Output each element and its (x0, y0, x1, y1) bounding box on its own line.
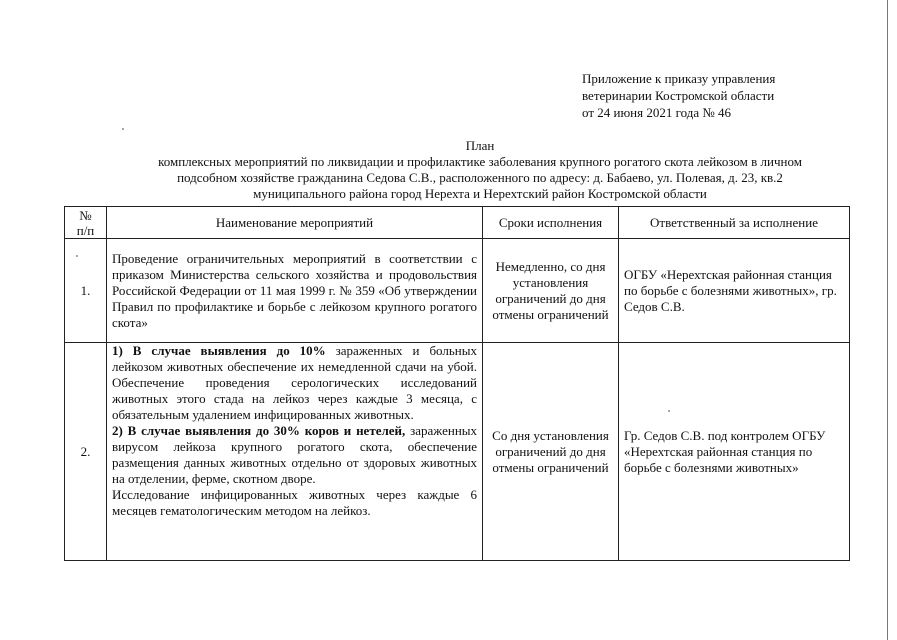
row-measure-text: Проведение ограничительных мероприятий в соответствии с приказом Министерства сельского хозяйства и продовольствия Российской Федерации от 11 мая 1999 г. № 359 «Об утверждении Правил по профилактике и борьбе с лейкозом крупного рогатого скота» (112, 250, 477, 330)
row-number: 2. (65, 343, 107, 561)
plan-title-line-1: комплексных мероприятий по ликвидации и профилактике заболевания крупного рогатого скота лейкозом в личном (158, 154, 802, 169)
scan-speck (122, 128, 124, 130)
scan-speck (668, 410, 670, 412)
header-number-pp: п/п (76, 222, 95, 238)
header-term: Сроки исполнения (483, 207, 619, 239)
appendix-line-3: от 24 июня 2021 года № 46 (582, 105, 732, 120)
row-term: Немедленно, со дня установления ограничений до дня отмены ограничений (483, 239, 619, 343)
scan-speck (76, 255, 78, 257)
row-responsible: ОГБУ «Нерехтская районная станция по борьбе с болезнями животных», гр. Седов С.В. (619, 239, 850, 343)
row-term: Со дня установления ограничений до дня отмены ограничений (483, 343, 619, 561)
measure-paragraph-3: Исследование инфицированных животных через каждые 6 месяцев гематологическим методом на лейкоз. (112, 487, 477, 518)
plan-table (64, 206, 850, 561)
appendix-line-2: ветеринарии Костромской области (582, 88, 775, 103)
row-measure (107, 343, 483, 561)
row-responsible: Гр. Седов С.В. под контролем ОГБУ «Нерехтская районная станция по борьбе с болезнями животных» (619, 343, 850, 561)
scan-edge-line (887, 0, 888, 640)
plan-title-line-3: муниципального района город Нерехта и Нерехтский район Костромской области (253, 186, 707, 201)
measure-1-text: зараженных и больных лейкозом животных обеспечение их немедленной сдачи на убой. Обеспечение проведения серологических исследований животных этого стада на лейкоз через каждые 3 месяца, с обязательным удалением инфицированных животных. (112, 343, 477, 422)
header-number-sign: № (79, 207, 92, 223)
measure-paragraph-2 (112, 423, 477, 487)
plan-heading: План (465, 138, 495, 153)
measure-paragraph-1 (112, 343, 477, 423)
row-measure-content (112, 343, 477, 560)
measure-1-condition: 1) В случае выявления до 10% (112, 343, 326, 358)
table-row (65, 239, 850, 343)
measure-2-condition: 2) В случае выявления до 30% коров и нетелей, (112, 423, 406, 438)
row-measure (107, 239, 483, 343)
header-number (65, 207, 107, 239)
plan-title (90, 138, 870, 202)
appendix-line-1: Приложение к приказу управления (582, 71, 776, 86)
row-number: 1. (65, 239, 107, 343)
header-name: Наименование мероприятий (107, 207, 483, 239)
table-header-row (65, 207, 850, 239)
table-row (65, 343, 850, 561)
appendix-block (582, 70, 775, 121)
header-responsible: Ответственный за исполнение (619, 207, 850, 239)
measure-2-text: зараженных вирусом лейкоза крупного рогатого скота, обеспечение размещения данных животных отдельно от здоровых животных на отделении, ферме, скотном дворе. (112, 423, 477, 486)
plan-title-line-2: подсобном хозяйстве гражданина Седова С.В., расположенного по адресу: д. Бабаево, ул. Полевая, д. 23, кв.2 (177, 170, 783, 185)
